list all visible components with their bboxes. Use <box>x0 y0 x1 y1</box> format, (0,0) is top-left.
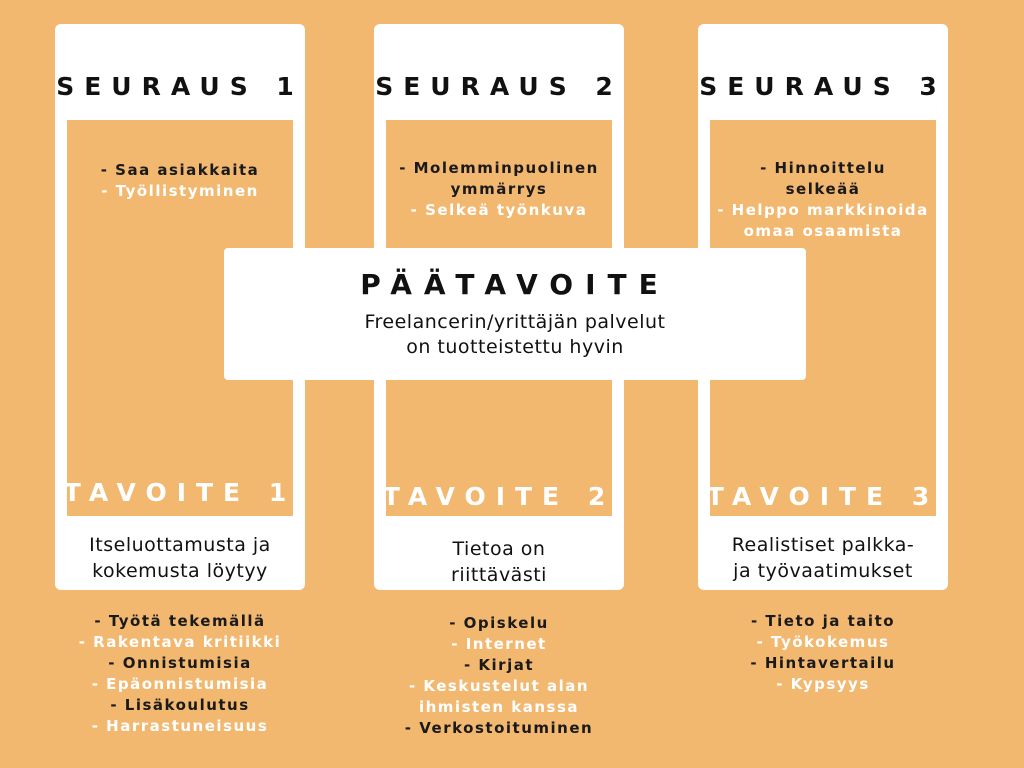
seuraus-3-items <box>706 158 940 242</box>
tavoite-2-line: Tietoa on <box>452 538 546 560</box>
tavoite-1-text <box>65 532 295 584</box>
list-item: selkeää <box>785 180 861 198</box>
list-item: ymmärrys <box>450 180 548 198</box>
list-item: - Selkeä työnkuva <box>410 201 588 219</box>
means-list-2 <box>374 613 624 739</box>
list-item: - Keskustelut alan <box>408 677 590 695</box>
list-item: - Työtä tekemällä <box>94 612 266 630</box>
list-item: - Hintavertailu <box>750 654 896 672</box>
main-goal-text <box>224 310 806 360</box>
seuraus-2-items <box>386 158 612 221</box>
list-item: - Kirjat <box>463 656 535 674</box>
list-item: - Hinnoittelu <box>760 159 886 177</box>
list-item: - Lisäkoulutus <box>110 696 250 714</box>
means-list-1 <box>55 611 305 737</box>
list-item: - Työllistyminen <box>101 182 259 200</box>
tavoite-1-line: kokemusta löytyy <box>92 560 268 582</box>
tavoite-2-line: riittävästi <box>451 564 547 586</box>
seuraus-3-title: SEURAUS 3 <box>699 72 947 101</box>
list-item: - Saa asiakkaita <box>100 161 260 179</box>
tavoite-1-title: TAVOITE 1 <box>63 478 297 507</box>
list-item: ihmisten kanssa <box>418 698 580 716</box>
seuraus-1-items <box>67 160 293 202</box>
main-goal-title: PÄÄTAVOITE <box>360 268 670 301</box>
list-item: - Internet <box>451 635 547 653</box>
tavoite-2-text <box>384 536 614 588</box>
list-item: - Kypsyys <box>776 675 870 693</box>
main-goal-box <box>224 248 806 380</box>
list-item: - Tieto ja taito <box>750 612 896 630</box>
seuraus-1-title: SEURAUS 1 <box>56 72 304 101</box>
list-item: - Rakentava kritiikki <box>78 633 282 651</box>
tavoite-3-title: TAVOITE 3 <box>706 482 940 511</box>
list-item: omaa osaamista <box>743 222 903 240</box>
list-item: - Helppo markkinoida <box>717 201 929 219</box>
seuraus-2-title: SEURAUS 2 <box>375 72 623 101</box>
means-list-3 <box>698 611 948 695</box>
list-item: - Molemminpuolinen <box>399 159 599 177</box>
list-item: - Onnistumisia <box>108 654 252 672</box>
list-item: - Epäonnistumisia <box>91 675 269 693</box>
tavoite-3-line: Realistiset palkka- <box>731 534 915 556</box>
list-item: - Opiskelu <box>449 614 549 632</box>
list-item: - Harrastuneisuus <box>91 717 269 735</box>
tavoite-3-line: ja työvaatimukset <box>733 560 913 582</box>
tavoite-2-title: TAVOITE 2 <box>382 482 616 511</box>
tavoite-3-text <box>708 532 938 584</box>
tavoite-1-line: Itseluottamusta ja <box>89 534 271 556</box>
main-goal-line: on tuotteistettu hyvin <box>406 336 624 358</box>
list-item: - Verkostoituminen <box>404 719 594 737</box>
main-goal-line: Freelancerin/yrittäjän palvelut <box>364 311 666 333</box>
list-item: - Työkokemus <box>756 633 890 651</box>
